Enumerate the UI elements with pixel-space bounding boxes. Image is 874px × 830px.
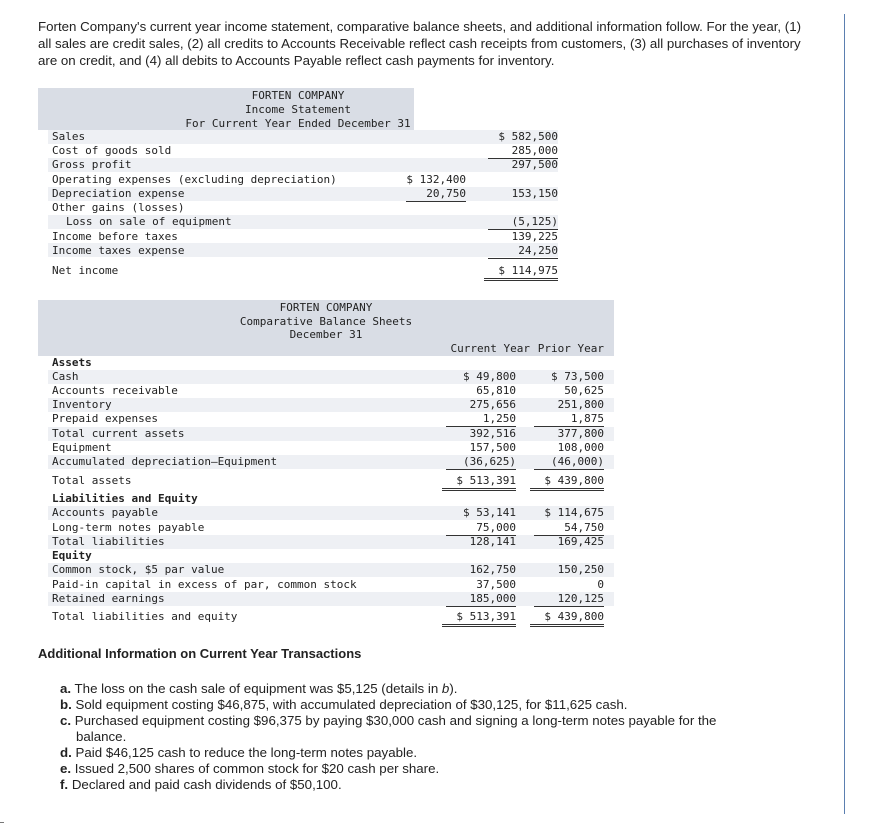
left-edge-mark [0,822,4,823]
row-prior: 150,250 [557,563,604,576]
row-total: 24,250 [488,244,558,259]
balance-date: December 31 [289,328,363,341]
row-current: 1,250 [446,412,516,427]
row-label: Income taxes expense [52,244,185,257]
row-prior: $ 114,675 [544,506,604,519]
row-prior: 108,000 [557,441,604,454]
row-current: 75,000 [446,521,516,536]
income-title: Income Statement [245,103,351,116]
row-current: $ 513,391 [442,474,516,491]
row-label: Total liabilities and equity [52,610,238,623]
row-label: Net income [52,264,119,277]
balance-title: Comparative Balance Sheets [239,315,413,328]
row-label: Total current assets [52,427,185,440]
row-total: $ 114,975 [484,264,558,281]
item-text: Paid $46,125 cash to reduce the long-term notes payable. [71,745,418,760]
row-current: 65,810 [476,384,516,397]
income-row-gross-profit [52,158,558,172]
section-liabilities-equity: Liabilities and Equity [52,492,198,505]
row-prior: 54,750 [534,521,604,536]
row-current: $ 49,800 [463,370,516,383]
info-item-c [60,713,780,729]
item-text: Declared and paid cash dividends of $50,100. [68,777,342,792]
row-prior: 251,800 [557,398,604,411]
intro-paragraph: Forten Company's current year income statement, comparative balance sheets, and additional information follow. For the year, (1) all sales are credit sales, (2) all credits to Accounts Receivable reflect cash receipts from customers, (3) all purchases of inventory are on credit, and (4) all debits to Accounts Payable reflect cash payments for inventory. [38,19,802,68]
row-label: Operating expenses (excluding depreciation) [52,173,337,186]
balance-row-ar [52,384,604,398]
row-prior: 50,625 [564,384,604,397]
right-border-line [844,14,845,814]
row-current: 128,141 [469,535,516,548]
income-row-sales [52,130,558,144]
additional-info-title: Additional Information on Current Year Transactions [38,646,362,661]
balance-row-paid-in-capital [52,578,604,592]
row-label: Depreciation expense [52,187,185,200]
row-total: 139,225 [511,230,558,243]
row-prior: (46,000) [534,455,604,470]
row-label: Cost of goods sold [52,144,172,157]
row-inner: $ 132,400 [406,173,466,186]
column-header-current-year: Current Year [450,342,530,355]
row-current: 157,500 [469,441,516,454]
income-row-loss [52,215,558,229]
info-item-b [60,697,780,713]
additional-info-list [60,681,780,793]
row-label: Accounts receivable [52,384,178,397]
item-text: Purchased equipment costing $96,375 by paying $30,000 cash and signing a long-term notes payable for the [71,713,717,728]
row-label: Total liabilities [52,535,165,548]
income-row-net [52,264,558,278]
row-inner: 20,750 [406,187,466,202]
row-label: Gross profit [52,158,132,171]
row-label: Common stock, $5 par value [52,563,225,576]
balance-row-total-liabilities-equity [52,610,604,624]
row-current: $ 53,141 [463,506,516,519]
item-key: e. [60,761,72,776]
section-assets: Assets [52,356,92,369]
income-company-name: FORTEN COMPANY [251,89,345,102]
row-label: Retained earnings [52,592,165,605]
row-label: Accumulated depreciation—Equipment [52,455,278,468]
balance-row-cash [52,370,604,384]
row-label: Inventory [52,398,112,411]
item-key: c. [60,713,72,728]
balance-company-name: FORTEN COMPANY [279,301,373,314]
income-period: For Current Year Ended December 31 [185,117,411,130]
balance-row-retained-earnings [52,592,604,606]
row-total: 297,500 [511,158,558,171]
row-prior: 169,425 [557,535,604,548]
row-prior: 0 [597,578,604,591]
row-prior: 120,125 [534,592,604,607]
info-item-c-cont: balance. [76,729,127,744]
item-text: Sold equipment costing $46,875, with accumulated depreciation of $30,125, for $11,625 cash. [71,697,628,712]
row-label: Loss on sale of equipment [66,215,232,228]
item-ref: b [441,681,450,696]
income-row-other [52,201,558,215]
item-text: The loss on the cash sale of equipment was $5,125 (details in [71,681,442,696]
info-item-e [60,761,780,777]
row-label: Paid-in capital in excess of par, common stock [52,578,357,591]
balance-row-prepaid [52,412,604,426]
balance-row-accounts-payable [52,506,604,520]
info-item-f [60,777,780,793]
row-label: Equipment [52,441,112,454]
row-current: 37,500 [476,578,516,591]
income-row-ibt [52,230,558,244]
income-row-tax [52,244,558,258]
item-key: b. [60,697,72,712]
item-key: d. [60,745,72,760]
row-label: Total assets [52,474,132,487]
balance-row-common-stock [52,563,604,577]
row-label: Sales [52,130,86,143]
balance-row-lt-notes-payable [52,521,604,535]
row-label: Accounts payable [52,506,158,519]
item-text-end: ). [449,681,458,696]
info-item-a [60,681,780,697]
row-total: 153,150 [511,187,558,200]
item-key: a. [60,681,72,696]
row-prior: 377,800 [557,427,604,440]
income-row-cogs [52,144,558,158]
balance-row-total-current-assets [52,427,604,441]
row-current: 275,656 [469,398,516,411]
row-current: (36,625) [446,455,516,470]
income-row-depreciation [52,187,558,201]
row-label: Income before taxes [52,230,178,243]
balance-row-inventory [52,398,604,412]
row-current: 392,516 [469,427,516,440]
row-current: 185,000 [446,592,516,607]
row-prior: 1,875 [534,412,604,427]
row-total: 285,000 [488,144,558,159]
item-key: f. [60,777,69,792]
info-item-d [60,745,780,761]
row-total: (5,125) [488,215,558,230]
balance-row-total-liabilities [52,535,604,549]
row-prior: $ 439,800 [530,474,604,491]
item-text: Issued 2,500 shares of common stock for $20 cash per share. [71,761,440,776]
row-label: Prepaid expenses [52,412,158,425]
row-label: Other gains (losses) [52,201,185,214]
row-prior: $ 73,500 [551,370,604,383]
balance-row-equipment [52,441,604,455]
row-label: Long-term notes payable [52,521,205,534]
row-label: Cash [52,370,79,383]
row-current: 162,750 [469,563,516,576]
balance-row-accum-depreciation [52,455,604,469]
row-prior: $ 439,800 [530,610,604,627]
row-total: $ 582,500 [498,130,558,143]
column-header-prior-year: Prior Year [537,342,604,355]
balance-row-total-assets [52,474,604,488]
row-current: $ 513,391 [442,610,516,627]
income-row-opex [52,173,558,187]
section-equity: Equity [52,549,92,562]
